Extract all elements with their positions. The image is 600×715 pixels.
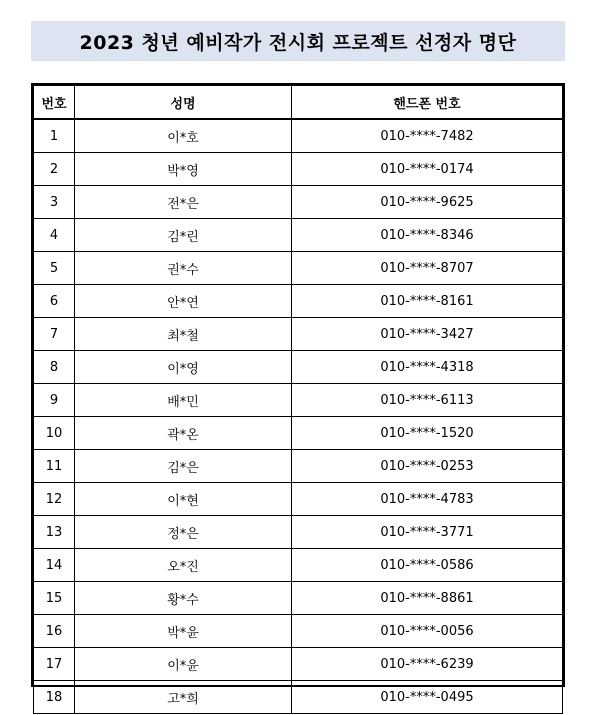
header-phone: 핸드폰 번호 [292,86,563,120]
table-row [34,252,563,285]
cell-number: 3 [34,186,75,219]
cell-phone: 010-****-1520 [292,417,563,450]
cell-phone: 010-****-6239 [292,648,563,681]
cell-number: 8 [34,351,75,384]
cell-number: 7 [34,318,75,351]
cell-number: 13 [34,516,75,549]
table-row [34,318,563,351]
cell-phone: 010-****-4783 [292,483,563,516]
header-number: 번호 [34,86,75,120]
cell-name: 전*은 [75,186,292,219]
table-row [34,549,563,582]
table-row [34,648,563,681]
table-row [34,153,563,186]
cell-number: 15 [34,582,75,615]
table-body [34,119,563,714]
table-row [34,285,563,318]
table-row [34,615,563,648]
cell-number: 6 [34,285,75,318]
header-name: 성명 [75,86,292,120]
cell-name: 박*윤 [75,615,292,648]
cell-phone: 010-****-3427 [292,318,563,351]
table-row [34,681,563,714]
cell-phone: 010-****-3771 [292,516,563,549]
table-header-row [34,86,563,120]
cell-phone: 010-****-8707 [292,252,563,285]
cell-number: 16 [34,615,75,648]
cell-phone: 010-****-7482 [292,119,563,153]
table-row [34,582,563,615]
cell-phone: 010-****-8861 [292,582,563,615]
cell-name: 박*영 [75,153,292,186]
cell-number: 10 [34,417,75,450]
cell-name: 오*진 [75,549,292,582]
cell-number: 14 [34,549,75,582]
cell-name: 정*은 [75,516,292,549]
cell-name: 최*철 [75,318,292,351]
cell-name: 이*현 [75,483,292,516]
table-row [34,516,563,549]
page-title [31,21,565,61]
cell-number: 18 [34,681,75,714]
cell-name: 고*희 [75,681,292,714]
cell-phone: 010-****-0174 [292,153,563,186]
page-title-text: 2023 청년 예비작가 전시회 프로젝트 선정자 명단 [79,31,517,54]
cell-phone: 010-****-0586 [292,549,563,582]
cell-phone: 010-****-0253 [292,450,563,483]
cell-name: 권*수 [75,252,292,285]
cell-name: 김*은 [75,450,292,483]
cell-name: 안*연 [75,285,292,318]
table-row [34,417,563,450]
cell-name: 이*영 [75,351,292,384]
cell-number: 2 [34,153,75,186]
cell-phone: 010-****-4318 [292,351,563,384]
selectee-table [33,85,563,714]
selectee-table-container [31,83,565,707]
cell-number: 9 [34,384,75,417]
cell-number: 12 [34,483,75,516]
cell-number: 4 [34,219,75,252]
cell-phone: 010-****-8346 [292,219,563,252]
table-row [34,119,563,153]
cell-number: 1 [34,119,75,153]
cell-name: 곽*온 [75,417,292,450]
table-row [34,483,563,516]
table-row [34,384,563,417]
cell-phone: 010-****-9625 [292,186,563,219]
cell-name: 김*린 [75,219,292,252]
cell-phone: 010-****-0056 [292,615,563,648]
cell-phone: 010-****-8161 [292,285,563,318]
table-row [34,186,563,219]
cell-name: 배*민 [75,384,292,417]
cell-name: 이*윤 [75,648,292,681]
table-row [34,219,563,252]
cell-number: 11 [34,450,75,483]
cell-name: 이*호 [75,119,292,153]
cell-number: 5 [34,252,75,285]
table-row [34,351,563,384]
cell-number: 17 [34,648,75,681]
table-row [34,450,563,483]
cell-name: 황*수 [75,582,292,615]
cell-phone: 010-****-0495 [292,681,563,714]
cell-phone: 010-****-6113 [292,384,563,417]
